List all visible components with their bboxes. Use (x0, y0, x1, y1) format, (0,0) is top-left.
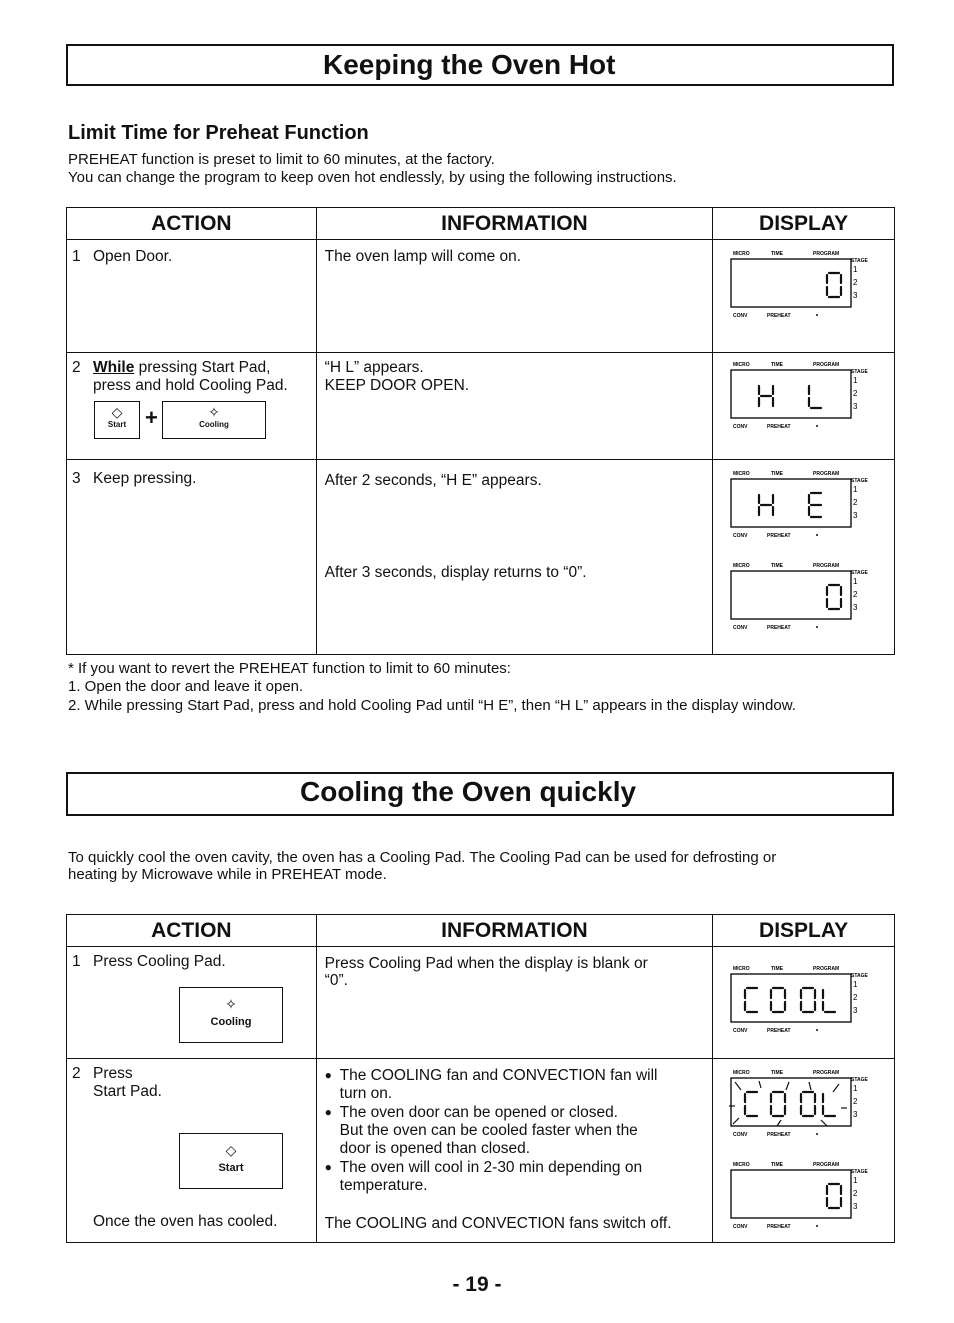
svg-text:PROGRAM: PROGRAM (813, 563, 840, 569)
svg-text:3: 3 (853, 1006, 858, 1015)
header-information: INFORMATION (316, 208, 713, 240)
header-action: ACTION (67, 915, 317, 947)
step-number: 2 (72, 359, 81, 376)
section-title-box (66, 44, 894, 86)
svg-text:3: 3 (853, 1202, 858, 1211)
svg-text:PREHEAT: PREHEAT (767, 313, 791, 319)
start-pad-label: Start (107, 420, 127, 429)
lcd-svg (729, 248, 869, 328)
svg-text:CONV: CONV (733, 313, 748, 319)
step-action-after: Once the oven has cooled. (93, 1213, 278, 1230)
svg-text:STAGE: STAGE (851, 1169, 869, 1175)
step-action-line-1: Press (93, 1065, 133, 1082)
svg-text:TIME: TIME (771, 471, 784, 477)
cooling-pad-label: Cooling (210, 1016, 252, 1028)
intro-line-1: PREHEAT function is preset to limit to 60 minutes, at the factory. (68, 151, 495, 168)
svg-text:2: 2 (853, 389, 858, 398)
svg-text:1: 1 (853, 485, 858, 494)
svg-text:TIME: TIME (771, 563, 784, 569)
subsection-title: Limit Time for Preheat Function (68, 122, 369, 144)
note-line: 1. Open the door and leave it open. (68, 678, 304, 695)
step-number: 3 (72, 470, 81, 487)
svg-text:TIME: TIME (771, 362, 784, 368)
svg-text:MICRO: MICRO (733, 362, 750, 368)
svg-text:CONV: CONV (733, 1132, 748, 1138)
lcd-svg (729, 1159, 869, 1239)
svg-text:STAGE: STAGE (851, 478, 869, 484)
svg-text:STAGE: STAGE (851, 258, 869, 264)
step-action-rest: pressing Start Pad, (134, 359, 271, 376)
step-info-line-1: After 2 seconds, “H E” appears. (324, 472, 542, 489)
cooling-icon: ✧ (208, 404, 220, 420)
svg-text:2: 2 (853, 590, 858, 599)
svg-text:1: 1 (853, 1176, 858, 1185)
svg-text:MICRO: MICRO (733, 471, 750, 477)
svg-text:TIME: TIME (771, 251, 784, 257)
step-number: 1 (72, 248, 81, 265)
intro-line-2: heating by Microwave while in PREHEAT mode. (68, 866, 387, 883)
step-action-line-2: Start Pad. (93, 1083, 162, 1100)
svg-text:2: 2 (853, 1097, 858, 1106)
svg-text:CONV: CONV (733, 424, 748, 430)
header-display: DISPLAY (713, 915, 895, 947)
lcd-svg (729, 1067, 869, 1147)
svg-text:TIME: TIME (771, 1162, 784, 1168)
svg-text:PREHEAT: PREHEAT (767, 625, 791, 631)
svg-text:3: 3 (853, 1110, 858, 1119)
step-info-line-2: KEEP DOOR OPEN. (324, 377, 470, 394)
step-info-after: The COOLING and CONVECTION fans switch off. (324, 1215, 672, 1232)
header-display: DISPLAY (713, 208, 895, 240)
svg-text:PREHEAT: PREHEAT (767, 533, 791, 539)
step-info-line-1: Press Cooling Pad when the display is blank or (324, 955, 648, 972)
svg-text:STAGE: STAGE (851, 570, 869, 576)
header-information: INFORMATION (316, 915, 713, 947)
lcd-display (729, 248, 869, 333)
bullet-line: temperature. (339, 1177, 428, 1194)
start-pad-label: Start (218, 1162, 244, 1174)
note-line: * If you want to revert the PREHEAT function to limit to 60 minutes: (68, 660, 511, 677)
svg-text:3: 3 (853, 291, 858, 300)
lcd-display (729, 560, 869, 645)
svg-text:3: 3 (853, 603, 858, 612)
svg-text:3: 3 (853, 511, 858, 520)
lcd-svg (729, 963, 869, 1043)
svg-text:STAGE: STAGE (851, 973, 869, 979)
start-pad[interactable] (94, 401, 140, 439)
lcd-display (729, 963, 869, 1048)
step-number: 1 (72, 953, 81, 970)
svg-text:2: 2 (853, 1189, 858, 1198)
svg-text:CONV: CONV (733, 625, 748, 631)
lcd-display (729, 468, 869, 553)
svg-text:3: 3 (853, 402, 858, 411)
step-info-line-1: “H L” appears. (324, 359, 424, 376)
svg-text:PROGRAM: PROGRAM (813, 1162, 840, 1168)
svg-text:2: 2 (853, 498, 858, 507)
cooling-steps-table (66, 914, 895, 1243)
svg-text:PROGRAM: PROGRAM (813, 966, 840, 972)
step-action: Open Door. (93, 248, 173, 265)
svg-text:MICRO: MICRO (733, 563, 750, 569)
note-line: 2. While pressing Start Pad, press and hold Cooling Pad until “H E”, then “H L” appears in the display window. (68, 697, 796, 714)
svg-text:MICRO: MICRO (733, 966, 750, 972)
bullet-line: turn on. (339, 1085, 393, 1102)
step-action-line-2: press and hold Cooling Pad. (93, 377, 288, 394)
page-number: - 19 - (452, 1273, 502, 1296)
step-info: The oven lamp will come on. (324, 248, 522, 265)
svg-text:TIME: TIME (771, 966, 784, 972)
step-action: Press Cooling Pad. (93, 953, 226, 970)
svg-text:1: 1 (853, 577, 858, 586)
step-action-line-1 (93, 359, 270, 377)
plus-icon: + (145, 405, 158, 430)
step-number: 2 (72, 1065, 81, 1082)
svg-text:1: 1 (853, 265, 858, 274)
bullet-line: But the oven can be cooled faster when the (339, 1122, 638, 1139)
svg-text:PREHEAT: PREHEAT (767, 424, 791, 430)
lcd-display-flashing (729, 1067, 869, 1152)
bullet-line: ● The COOLING fan and CONVECTION fan will (340, 1067, 658, 1085)
bullet-line: ● The oven will cool in 2-30 min depending on (340, 1159, 642, 1177)
lcd-display (729, 1159, 869, 1244)
svg-text:STAGE: STAGE (851, 369, 869, 375)
section-title-box (66, 772, 894, 816)
svg-text:CONV: CONV (733, 533, 748, 539)
svg-text:2: 2 (853, 993, 858, 1002)
svg-text:PROGRAM: PROGRAM (813, 362, 840, 368)
section-title: Cooling the Oven quickly (300, 776, 637, 807)
svg-text:PREHEAT: PREHEAT (767, 1224, 791, 1230)
svg-text:1: 1 (853, 980, 858, 989)
svg-text:1: 1 (853, 1084, 858, 1093)
svg-text:2: 2 (853, 278, 858, 287)
lcd-svg (729, 359, 869, 439)
cooling-pad[interactable] (162, 401, 266, 439)
svg-text:PREHEAT: PREHEAT (767, 1028, 791, 1034)
svg-text:1: 1 (853, 376, 858, 385)
cooling-pad-label: Cooling (199, 420, 229, 429)
svg-text:PREHEAT: PREHEAT (767, 1132, 791, 1138)
underlined-word: While (93, 359, 135, 376)
svg-text:MICRO: MICRO (733, 251, 750, 257)
svg-text:TIME: TIME (771, 1070, 784, 1076)
step-action: Keep pressing. (93, 470, 197, 487)
bullet-line: door is opened than closed. (339, 1140, 531, 1157)
intro-line-2: You can change the program to keep oven hot endlessly, by using the following instructions. (68, 169, 677, 186)
start-icon: ◇ (225, 1142, 237, 1158)
cooling-pad[interactable] (179, 987, 283, 1043)
cooling-icon: ✧ (225, 996, 237, 1012)
step-info-line-2: After 3 seconds, display returns to “0”. (324, 564, 587, 581)
svg-text:PROGRAM: PROGRAM (813, 1070, 840, 1076)
lcd-svg (729, 468, 869, 548)
section-title: Keeping the Oven Hot (323, 49, 616, 80)
svg-text:MICRO: MICRO (733, 1162, 750, 1168)
start-pad[interactable] (179, 1133, 283, 1189)
svg-text:CONV: CONV (733, 1028, 748, 1034)
svg-text:PROGRAM: PROGRAM (813, 251, 840, 257)
svg-text:MICRO: MICRO (733, 1070, 750, 1076)
start-icon: ◇ (111, 404, 123, 420)
svg-text:PROGRAM: PROGRAM (813, 471, 840, 477)
preheat-steps-table (66, 207, 895, 655)
intro-line-1: To quickly cool the oven cavity, the oven has a Cooling Pad. The Cooling Pad can be used for defrosting or (68, 849, 777, 866)
svg-text:STAGE: STAGE (851, 1077, 869, 1083)
svg-text:CONV: CONV (733, 1224, 748, 1230)
bullet-line: ● The oven door can be opened or closed. (340, 1104, 618, 1122)
lcd-svg (729, 560, 869, 640)
step-info-line-2: “0”. (324, 972, 348, 989)
lcd-display (729, 359, 869, 444)
header-action: ACTION (67, 208, 317, 240)
